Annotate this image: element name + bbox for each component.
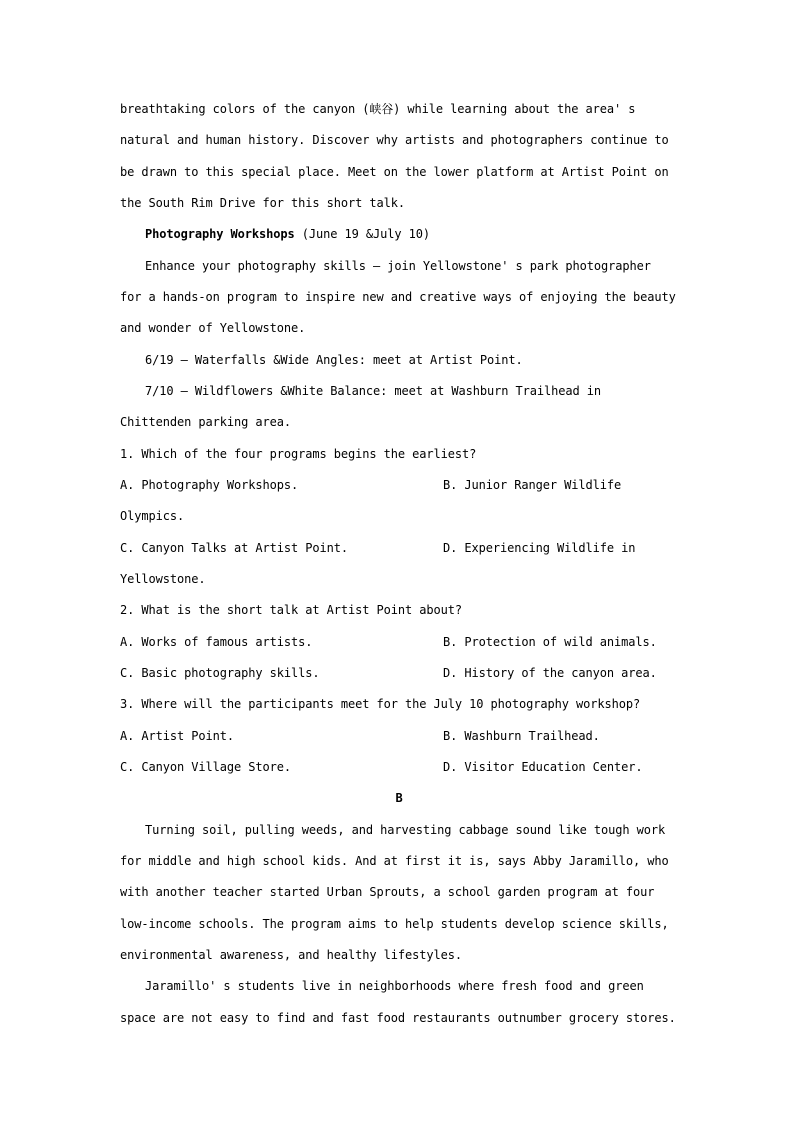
option-left: A. Artist Point.	[120, 728, 234, 743]
text-run: (June 19 &July 10)	[294, 227, 430, 242]
bold-text-run: B	[395, 791, 403, 806]
text-line	[120, 188, 678, 219]
option-left: A. Works of famous artists.	[120, 634, 313, 649]
text-run: with another teacher started Urban Sprouts, a school garden program at four	[120, 885, 655, 900]
text-line	[120, 815, 678, 846]
text-run: natural and human history. Discover why artists and photographers continue to	[120, 133, 669, 148]
option-pair-row	[120, 533, 678, 564]
text-line	[120, 689, 678, 720]
text-run: space are not easy to find and fast food restaurants outnumber grocery stores.	[120, 1010, 676, 1025]
option-right: D. Experiencing Wildlife in	[443, 540, 636, 555]
text-run: 7/10 — Wildflowers &White Balance: meet at Washburn Trailhead in	[145, 383, 601, 398]
text-line	[120, 407, 678, 438]
option-pair-row	[120, 658, 678, 689]
text-line	[120, 877, 678, 908]
text-run: Olympics.	[120, 509, 185, 524]
text-line	[120, 564, 678, 595]
text-line	[120, 345, 678, 376]
text-run: Enhance your photography skills — join Yellowstone' s park photographer	[145, 258, 651, 273]
option-right: D. History of the canyon area.	[443, 665, 657, 680]
text-line	[120, 846, 678, 877]
option-left: C. Canyon Talks at Artist Point.	[120, 540, 348, 555]
option-left: C. Basic photography skills.	[120, 665, 320, 680]
text-line	[120, 282, 678, 313]
text-run: 1. Which of the four programs begins the earliest?	[120, 446, 477, 461]
text-line	[120, 439, 678, 470]
text-line	[120, 219, 678, 250]
option-left: A. Photography Workshops.	[120, 477, 299, 492]
text-run: environmental awareness, and healthy lifestyles.	[120, 947, 462, 962]
text-line	[120, 157, 678, 188]
text-line	[120, 909, 678, 940]
text-run: Turning soil, pulling weeds, and harvesting cabbage sound like tough work	[145, 822, 666, 837]
text-line	[120, 501, 678, 532]
text-run: and wonder of Yellowstone.	[120, 321, 306, 336]
text-run: 6/19 — Waterfalls &Wide Angles: meet at Artist Point.	[145, 352, 523, 367]
text-run: Jaramillo' s students live in neighborhoods where fresh food and green	[145, 979, 644, 994]
option-pair-row	[120, 627, 678, 658]
option-right: D. Visitor Education Center.	[443, 759, 643, 774]
document-body	[120, 94, 678, 1034]
text-run: 2. What is the short talk at Artist Point about?	[120, 603, 462, 618]
option-pair-row	[120, 721, 678, 752]
text-run: for a hands-on program to inspire new and creative ways of enjoying the beauty	[120, 289, 676, 304]
text-run: be drawn to this special place. Meet on the lower platform at Artist Point on	[120, 164, 669, 179]
text-run: breathtaking colors of the canyon (峡谷) while learning about the area' s	[120, 102, 636, 116]
text-line	[120, 313, 678, 344]
bold-text-run: Photography Workshops	[145, 227, 295, 242]
text-line	[120, 940, 678, 971]
option-left: C. Canyon Village Store.	[120, 759, 291, 774]
option-pair-row	[120, 470, 678, 501]
text-line	[120, 94, 678, 125]
text-line	[120, 1003, 678, 1034]
text-run: 3. Where will the participants meet for the July 10 photography workshop?	[120, 697, 641, 712]
option-right: B. Washburn Trailhead.	[443, 728, 600, 743]
text-run: Yellowstone.	[120, 571, 206, 586]
text-run: low-income schools. The program aims to help students develop science skills,	[120, 916, 669, 931]
text-run: the South Rim Drive for this short talk.	[120, 195, 405, 210]
option-right: B. Protection of wild animals.	[443, 634, 657, 649]
text-line	[120, 595, 678, 626]
option-pair-row	[120, 752, 678, 783]
text-line	[120, 376, 678, 407]
text-run: for middle and high school kids. And at first it is, says Abby Jaramillo, who	[120, 853, 669, 868]
section-label	[120, 783, 678, 814]
option-right: B. Junior Ranger Wildlife	[443, 477, 622, 492]
text-line	[120, 125, 678, 156]
text-run: Chittenden parking area.	[120, 415, 291, 430]
text-line	[120, 251, 678, 282]
text-line	[120, 971, 678, 1002]
